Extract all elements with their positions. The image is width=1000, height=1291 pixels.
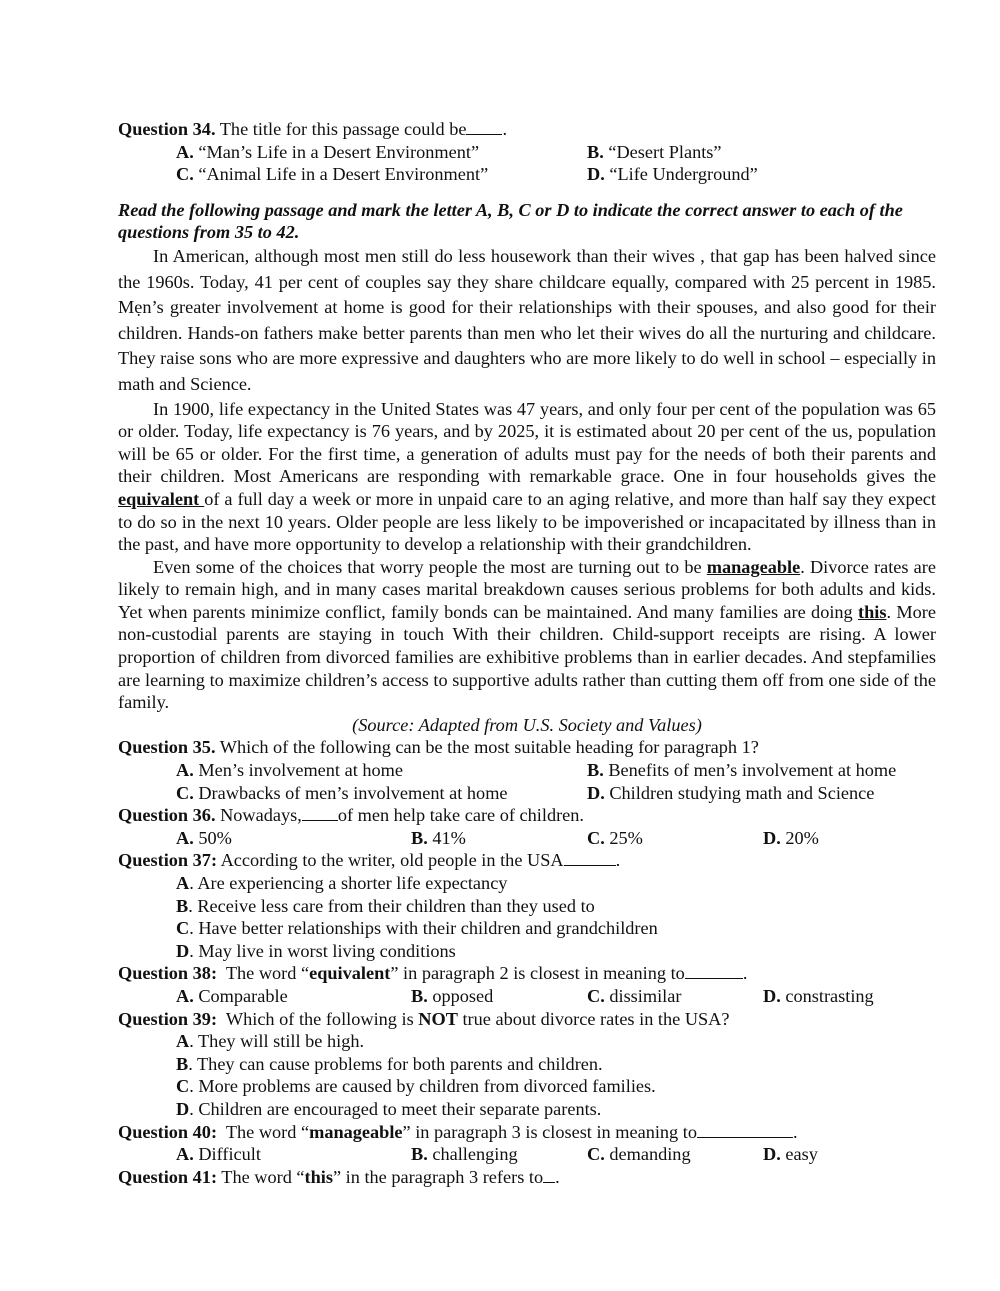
option-a: A. “Man’s Life in a Desert Environment” — [176, 141, 480, 162]
question-label: Question 41: — [118, 1166, 218, 1187]
question-39: Question 39: Which of the following is NOT true about divorce rates in the USA? — [118, 1008, 730, 1029]
option-b: B. 41% — [411, 827, 466, 848]
option-d: D. Children studying math and Science — [587, 782, 875, 803]
question-34-options — [176, 141, 936, 186]
exam-page — [118, 118, 936, 1188]
question-stem: According to the writer, old people in the USA — [217, 850, 564, 871]
question-keyword: NOT — [418, 1008, 458, 1029]
question-41: Question 41: The word “this” in the paragraph 3 refers to . — [118, 1166, 560, 1187]
option-d: D. May live in worst living conditions — [176, 940, 456, 961]
keyword-manageable: manageable — [706, 556, 801, 577]
question-label: Question 34. — [118, 119, 216, 139]
question-34: Question 34. The title for this passage could be . — [118, 119, 508, 139]
answer-blank — [685, 962, 743, 979]
option-d: D. constrasting — [763, 985, 874, 1006]
question-keyword: equivalent — [309, 963, 391, 984]
option-c: C. Drawbacks of men’s involvement at home — [176, 782, 508, 803]
option-a: A. Difficult — [176, 1144, 261, 1165]
passage-source: (Source: Adapted from U.S. Society and Values) — [352, 714, 702, 735]
option-c: C. “Animal Life in a Desert Environment” — [176, 164, 489, 185]
answer-blank — [466, 118, 502, 135]
question-37: Question 37: According to the writer, old people in the USA . — [118, 850, 621, 871]
question-label: Question 35. — [118, 737, 216, 758]
question-stem: The title for this passage could be — [215, 119, 467, 139]
option-b: B. Benefits of men’s involvement at home — [587, 760, 897, 781]
option-a: A. Are experiencing a shorter life expectancy — [176, 873, 508, 893]
option-b: B. Receive less care from their children than they used to — [176, 895, 595, 916]
option-c: C. dissimilar — [587, 985, 682, 1006]
answer-blank — [302, 804, 338, 821]
question-38: Question 38: The word “equivalent” in paragraph 2 is closest in meaning to . — [118, 963, 748, 984]
question-keyword: this — [304, 1166, 333, 1187]
keyword-equivalent: equivalent — [118, 488, 205, 509]
option-b: B. challenging — [411, 1144, 518, 1165]
option-a: A. Comparable — [176, 985, 288, 1006]
question-label: Question 37: — [118, 850, 218, 871]
option-d: D. “Life Underground” — [587, 164, 758, 185]
option-b: B. They can cause problems for both parents and children. — [176, 1053, 603, 1074]
question-label: Question 38: — [118, 963, 218, 984]
keyword-this: this — [858, 601, 887, 622]
question-stem: Which of the following can be the most suitable heading for paragraph 1? — [215, 737, 759, 758]
question-37-options — [176, 872, 936, 962]
question-36-options — [176, 827, 936, 850]
option-d: D. Children are encouraged to meet their separate parents. — [176, 1098, 602, 1119]
question-36: Question 36. Nowadays, of men help take care of children. — [118, 805, 585, 826]
option-d: D. easy — [763, 1144, 818, 1165]
option-c: C. demanding — [587, 1144, 691, 1165]
reading-instruction: Read the following passage and mark the letter A, B, C or D to indicate the correct answer to each of the questions from 35 to 42. — [118, 199, 903, 243]
question-label: Question 40: — [118, 1121, 218, 1142]
question-label: Question 39: — [118, 1008, 218, 1029]
answer-blank — [697, 1121, 793, 1138]
option-a: A. They will still be high. — [176, 1031, 365, 1052]
question-35 — [118, 736, 936, 759]
option-a: A. Men’s involvement at home — [176, 760, 403, 781]
passage-paragraph-3: Even some of the choices that worry people the most are turning out to be manageable. Divorce rates are likely to remain high, and in many cases marital breakdown causes serious problems for both adults and kids. Yet when parents minimize conflict, family bonds can be maintained. And many families are doing this. More non-custodial parents are staying in touch With their children. Child-support receipts are rising. A lower proportion of children from divorced families are exhibitive problems than in earlier decades. And stepfamilies are learning to maximize children’s access to supportive adults rather than cutting them off from one side of the family. — [118, 556, 936, 713]
option-a: A. 50% — [176, 827, 232, 848]
question-39-options — [176, 1030, 936, 1120]
passage-paragraph-2: In 1900, life expectancy in the United States was 47 years, and only four per cent of the population was 65 or older. Today, life expectancy is 76 years, and by 2025, it is estimated about 20 per cent of the us, population will be 65 or older. For the first time, a generation of adults must pay for the needs of both their parents and their children. Most Americans are responding with remarkable grace. One in four households gives the equivalent of a full day a week or more in unpaid care to an aging relative, and more than half say they expect to do so in the next 10 years. Older people are less likely to be impoverished or incapacitated by illness than in the past, and have more opportunity to develop a relationship with their grandchildren. — [118, 398, 937, 555]
question-keyword: manageable — [309, 1121, 403, 1142]
option-d: D. 20% — [763, 827, 819, 848]
option-b: B. “Desert Plants” — [587, 141, 722, 162]
question-40: Question 40: The word “manageable” in paragraph 3 is closest in meaning to . — [118, 1121, 798, 1142]
question-38-options — [176, 985, 936, 1008]
option-c: C. More problems are caused by children from divorced families. — [176, 1076, 656, 1097]
question-35-options — [176, 759, 936, 804]
option-c: C. Have better relationships with their children and grandchildren — [176, 918, 658, 939]
passage-paragraph-1: In American, although most men still do less housework than their wives , that gap has been halved since the 1960s. Today, 41 per cent of couples say they share childcare equally, compared with 25 percent in 1985. Mẹn’s greater involvement at home is good for their relationships with their spouses, and also good for their children. Hands-on fathers make better parents than men who let their wives do all the nurturing and childcare. They raise sons who are more expressive and daughters who are more likely to do well in school – especially in math and Science. — [118, 245, 936, 394]
question-label: Question 36. — [118, 805, 216, 826]
answer-blank — [564, 849, 616, 866]
answer-blank — [543, 1166, 555, 1183]
option-c: C. 25% — [587, 827, 643, 848]
question-40-options — [176, 1143, 936, 1166]
option-b: B. opposed — [411, 985, 494, 1006]
